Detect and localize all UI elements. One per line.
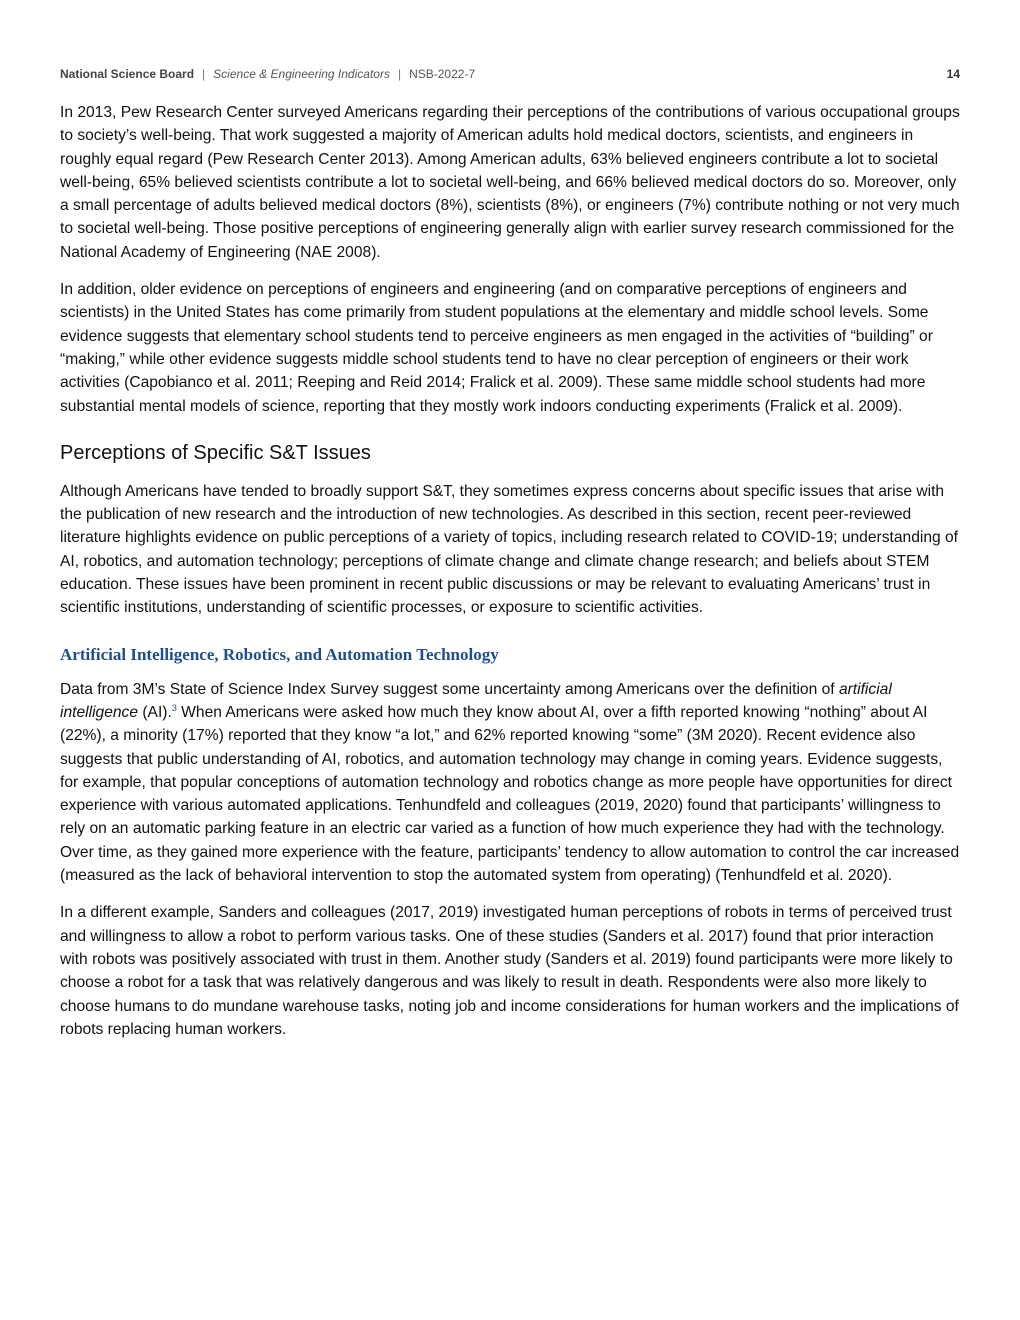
header-organization: National Science Board xyxy=(60,67,195,81)
header-separator: | xyxy=(202,67,206,81)
header-separator-2: | xyxy=(397,67,402,81)
paragraph-student-perceptions: In addition, older evidence on perceptions of engineers and engineering (and on comparative perceptions of engineers and scientists) in the United States has come primarily from student populations at the elementary and middle school levels. Some evidence suggests that elementary school students tend to perceive engineers as men engaged in the activities of “building” or “making,” while other evidence suggests middle school students tend to have no clear perception of engineers or their work activities (Capobianco et al. 2011; Reeping and Reid 2014; Fralick et al. 2009). These same middle school students had more substantial mental models of science, reporting that they mostly work indoors conducting experiments (Fralick et al. 2009). xyxy=(60,281,933,415)
page-number: 14 xyxy=(946,67,960,81)
subsection-heading: Artificial Intelligence, Robotics, and Automation Technology xyxy=(60,644,499,664)
section-heading: Perceptions of Specific S&T Issues xyxy=(60,441,371,464)
header-publication-title: Science & Engineering Indicators xyxy=(213,67,390,81)
paragraph-ai-text-rest: When Americans were asked how much they know about AI, over a fifth reported knowing “nothing” about AI (22%), a minority (17%) reported that they know “a lot,” and 62% reported knowing “some” (3M 2020). Recent evidence also suggests that public understanding of AI, robotics, and automation technology may change in coming years. Evidence suggests, for example, that popular conceptions of automation technology and robotics change as more people have opportunities for direct experience with various automated applications. Tenhundfeld and colleagues (2019, 2020) found that participants’ willingness to rely on an automatic parking feature in an electric car varied as a function of how much experience they had with the technology. Over time, as they gained more experience with the feature, participants’ tendency to allow automation to control the car increased (measured as the lack of behavioral intervention to stop the automated system from operating) (Tenhundfeld et al. 2020). xyxy=(60,703,960,885)
paragraph-ai-understanding xyxy=(60,678,962,888)
header-report-id: NSB-2022-7 xyxy=(409,67,476,81)
page-header xyxy=(60,64,960,84)
paragraph-pew-research: In 2013, Pew Research Center surveyed Americans regarding their perceptions of the contributions of various occupational groups to society’s well-being. That work suggested a majority of American adults hold medical doctors, scientists, and engineers in roughly equal regard (Pew Research Center 2013). Among American adults, 63% believed engineers contribute a lot to societal well-being, 65% believed scientists contribute a lot to societal well-being, and 66% believed medical doctors do so. Moreover, only a small percentage of adults believed medical doctors (8%), scientists (8%), or engineers (7%) contribute nothing or not very much to societal well-being. Those positive perceptions of engineering generally align with earlier survey research commissioned for the National Academy of Engineering (NAE 2008). xyxy=(60,104,960,261)
paragraph-ai-text-abbrev: (AI). xyxy=(138,703,172,721)
paragraph-robot-trust: In a different example, Sanders and colleagues (2017, 2019) investigated human perceptions of robots in terms of perceived trust and willingness to allow a robot to perform various tasks. One of these studies (Sanders et al. 2017) found that prior interaction with robots was positively associated with trust in them. Another study (Sanders et al. 2019) found participants were more likely to choose a robot for a task that was relatively dangerous and was likely to result in death. Respondents were also more likely to choose humans to do mundane warehouse tasks, noting job and income considerations for human workers and the implications of robots replacing human workers. xyxy=(60,904,959,1038)
paragraph-specific-issues: Although Americans have tended to broadly support S&T, they sometimes express concerns about specific issues that arise with the publication of new research and the introduction of new technologies. As described in this section, recent peer-reviewed literature highlights evidence on public perceptions of a variety of topics, including research related to COVID-19; understanding of AI, robotics, and automation technology; perceptions of climate change and climate change research; and beliefs about STEM education. These issues have been prominent in recent public discussions or may be relevant to evaluating Americans’ trust in scientific institutions, understanding of scientific processes, or exposure to scientific activities. xyxy=(60,482,959,617)
page-content xyxy=(60,101,962,1055)
footnote-link[interactable]: 3 xyxy=(171,702,177,713)
paragraph-ai-italic-term: artificial intelligence xyxy=(60,680,892,721)
paragraph-ai-text-start: Data from 3M’s State of Science Index Survey suggest some uncertainty among Americans over the definition of xyxy=(60,680,839,698)
